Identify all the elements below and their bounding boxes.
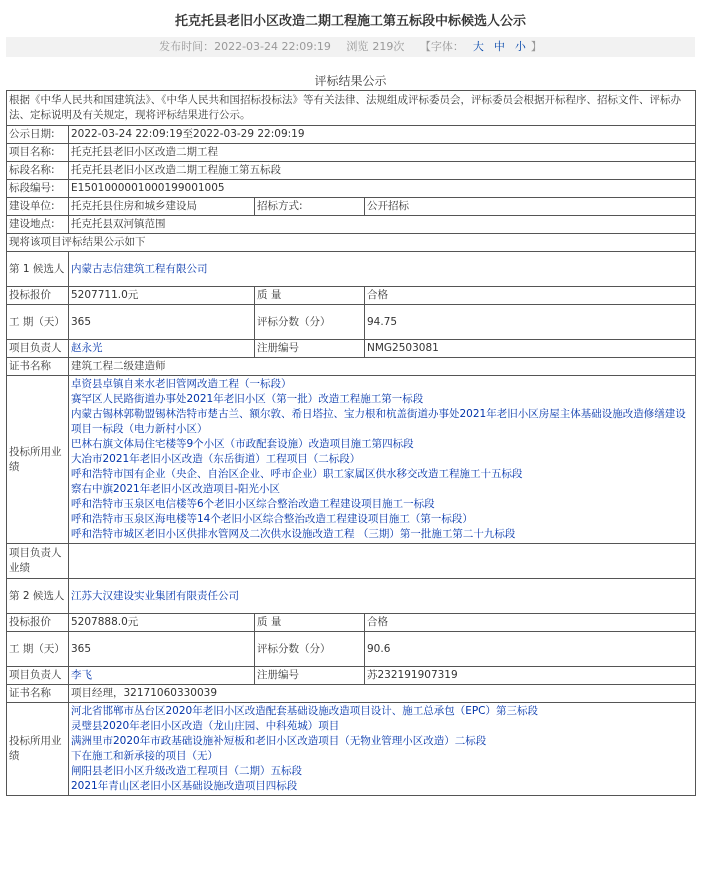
period-days-label: 工 期（天） [7, 632, 69, 667]
candidate-2-manager[interactable]: 李飞 [69, 667, 255, 685]
reg-no-label: 注册编号 [255, 667, 365, 685]
price-label: 投标报价 [7, 287, 69, 305]
project-link[interactable]: 满洲里市2020年市政基础设施补短板和老旧小区改造项目（无物业管理小区改造）二标段 [71, 735, 487, 747]
project-link[interactable]: 下在施工和新承接的项目（无） [71, 750, 218, 762]
score-label: 评标分数（分） [255, 305, 365, 340]
candidate-2-projects [69, 703, 696, 796]
method-value: 公开招标 [365, 198, 696, 216]
price-label: 投标报价 [7, 614, 69, 632]
project-link[interactable]: 内蒙古锡林郭勒盟锡林浩特市楚古兰、额尔敦、希日塔拉、宝力根和杭盖街道办事处2021年老旧小区房屋主体基础设施改造修缮建设项目一标段（电力新村小区） [71, 408, 686, 435]
location-label: 建设地点: [7, 216, 69, 234]
project-link[interactable]: 灵璧县2020年老旧小区改造（龙山庄园、中科苑城）项目 [71, 720, 340, 732]
candidate-1-manager-row [7, 340, 696, 358]
candidate-2-cert-row [7, 685, 696, 703]
owner-row [7, 198, 696, 216]
quality-label: 质 量 [255, 287, 365, 305]
owner-label: 建设单位: [7, 198, 69, 216]
reg-no-label: 注册编号 [255, 340, 365, 358]
publish-label: 发布时间： [159, 40, 215, 53]
candidate-2-name[interactable]: 江苏大汉建设实业集团有限责任公司 [69, 579, 696, 614]
project-name-label: 项目名称: [7, 144, 69, 162]
section-name-row [7, 162, 696, 180]
project-link[interactable]: 呼和浩特市城区老旧小区供排水管网及二次供水设施改造工程 （三期）第一批施工第二十九标段 [71, 528, 516, 540]
candidate-1-score: 94.75 [365, 305, 696, 340]
font-size-close: 】 [530, 40, 542, 53]
cert-label: 证书名称 [7, 685, 69, 703]
view-count [346, 40, 404, 53]
project-link[interactable]: 察右中旗2021年老旧小区改造项目-阳光小区 [71, 483, 281, 495]
intro-row [7, 91, 696, 126]
candidate-2-period-row [7, 632, 696, 667]
views-label: 浏览 [346, 40, 369, 53]
candidate-2-cert: 项目经理，32171060330039 [69, 685, 696, 703]
font-small-link[interactable]: 小 [514, 40, 526, 53]
section-no-label: 标段编号: [7, 180, 69, 198]
project-link[interactable]: 河北省邯郸市丛台区2020年老旧小区改造配套基础设施改造项目设计、施工总承包（EPC）第三标段 [71, 705, 539, 717]
project-link[interactable]: 大冶市2021年老旧小区改造（东岳街道）工程项目（二标段） [71, 453, 361, 465]
candidate-1-quality: 合格 [365, 287, 696, 305]
intro-text: 根据《中华人民共和国建筑法》、《中华人民共和国招标投标法》等有关法律、法规组成评标委员会，评标委员会根据开标程序、招标文件、评标办法、定标说明及有关规定，现将评标结果进行公示。 [7, 91, 696, 126]
candidate-1-row [7, 252, 696, 287]
candidate-1-reg-no: NMG2503081 [365, 340, 696, 358]
project-name-row [7, 144, 696, 162]
location-value: 托克托县双河镇范围 [69, 216, 696, 234]
meta-bar [6, 37, 695, 57]
publish-time-value: 2022-03-24 22:09:19 [214, 40, 331, 53]
project-link[interactable]: 呼和浩特市国有企业（央企、自治区企业、呼市企业）职工家属区供水移交改造工程施工十五标段 [71, 468, 523, 480]
candidate-1-price: 5207711.0元 [69, 287, 255, 305]
manager-perf-label: 项目负责人业绩 [7, 544, 69, 579]
section-title: 评标结果公示 [314, 74, 387, 88]
perf-label: 投标所用业绩 [7, 703, 69, 796]
candidate-2-row [7, 579, 696, 614]
candidate-2-perf-row [7, 703, 696, 796]
project-link[interactable]: 巴林右旗文体局住宅楼等9个小区（市政配套设施）改造项目施工第四标段 [71, 438, 414, 450]
owner-value: 托克托县住房和城乡建设局 [69, 198, 255, 216]
candidate-2-manager-row [7, 667, 696, 685]
project-link[interactable]: 赛罕区人民路街道办事处2021年老旧小区（第一批）改造工程施工第一标段 [71, 393, 424, 405]
views-count-value: 219次 [372, 40, 405, 53]
candidate-2-score: 90.6 [365, 632, 696, 667]
candidate-1-name[interactable]: 内蒙古志信建筑工程有限公司 [69, 252, 696, 287]
project-link[interactable]: 卓资县卓镇自来水老旧管网改造工程（一标段） [71, 378, 292, 390]
period-row [7, 126, 696, 144]
candidate-1-rank: 第 1 候选人 [7, 252, 69, 287]
font-medium-link[interactable]: 中 [493, 40, 505, 53]
font-size-label: 【字体： [419, 40, 464, 53]
manager-label: 项目负责人 [7, 667, 69, 685]
notice-row [7, 234, 696, 252]
section-name-label: 标段名称: [7, 162, 69, 180]
project-link[interactable]: 闸阳县老旧小区升级改造工程项目（二期）五标段 [71, 765, 302, 777]
candidate-2-period: 365 [69, 632, 255, 667]
candidate-1-period: 365 [69, 305, 255, 340]
candidate-2-price: 5207888.0元 [69, 614, 255, 632]
candidate-1-cert: 建筑工程二级建造师 [69, 358, 696, 376]
period-value: 2022-03-24 22:09:19至2022-03-29 22:09:19 [69, 126, 696, 144]
method-label: 招标方式: [255, 198, 365, 216]
candidate-1-period-row [7, 305, 696, 340]
section-no-row [7, 180, 696, 198]
result-table [6, 90, 696, 796]
candidate-2-price-row [7, 614, 696, 632]
score-label: 评标分数（分） [255, 632, 365, 667]
candidate-1-perf-row [7, 376, 696, 544]
candidate-1-projects [69, 376, 696, 544]
project-link[interactable]: 2021年青山区老旧小区基础设施改造项目四标段 [71, 780, 298, 792]
project-link[interactable]: 呼和浩特市玉泉区海电楼等14个老旧小区综合整治改造工程建设项目施工（第一标段） [71, 513, 473, 525]
project-name-value: 托克托县老旧小区改造二期工程 [69, 144, 696, 162]
candidate-2-reg-no: 苏232191907319 [365, 667, 696, 685]
manager-label: 项目负责人 [7, 340, 69, 358]
location-row [7, 216, 696, 234]
notice-text: 现将该项目评标结果公示如下 [7, 234, 696, 252]
section-no-value: E1501000001000199001005 [69, 180, 696, 198]
page-title: 托克托县老旧小区改造二期工程施工第五标段中标候选人公示 [174, 14, 526, 29]
candidate-2-rank: 第 2 候选人 [7, 579, 69, 614]
section-name-value: 托克托县老旧小区改造二期工程施工第五标段 [69, 162, 696, 180]
font-large-link[interactable]: 大 [472, 40, 484, 53]
period-days-label: 工 期（天） [7, 305, 69, 340]
quality-label: 质 量 [255, 614, 365, 632]
perf-label: 投标所用业绩 [7, 376, 69, 544]
period-label: 公示日期: [7, 126, 69, 144]
candidate-1-manager[interactable]: 赵永光 [69, 340, 255, 358]
candidate-1-price-row [7, 287, 696, 305]
candidate-1-manager-projects [69, 544, 696, 579]
candidate-1-manager-perf-row [7, 544, 696, 579]
project-link[interactable]: 呼和浩特市玉泉区电信楼等6个老旧小区综合整治改造工程建设项目施工一标段 [71, 498, 435, 510]
font-size-controls [420, 40, 542, 53]
publish-time [159, 40, 331, 53]
candidate-2-quality: 合格 [365, 614, 696, 632]
candidate-1-cert-row [7, 358, 696, 376]
cert-label: 证书名称 [7, 358, 69, 376]
